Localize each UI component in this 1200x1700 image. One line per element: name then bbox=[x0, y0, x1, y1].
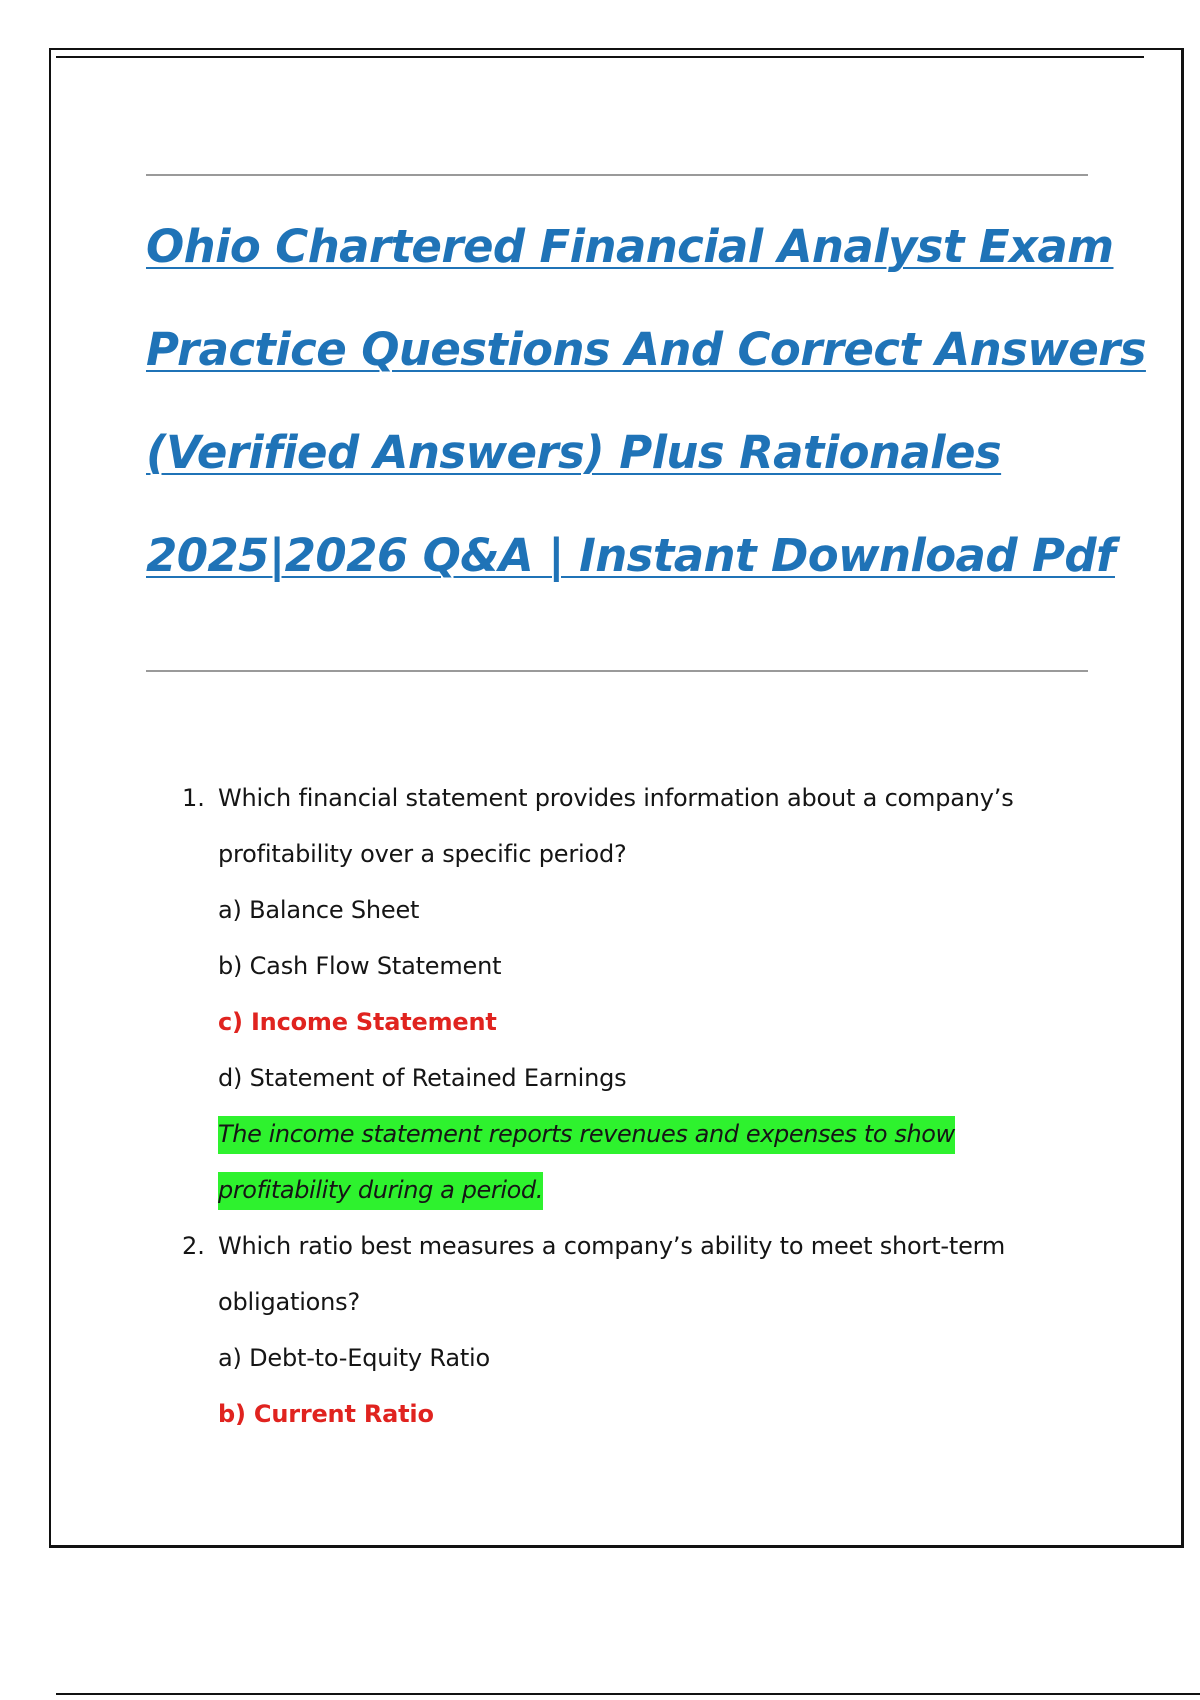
title-line-2: Practice Questions And Correct Answers bbox=[146, 323, 1146, 376]
rationale-highlight: The income statement reports revenues and expenses to show profitability during a period. bbox=[218, 1116, 955, 1210]
answer-option-b: b) Cash Flow Statement bbox=[218, 952, 502, 980]
question-list bbox=[182, 770, 1082, 1442]
answer-option-a: a) Balance Sheet bbox=[218, 896, 420, 924]
footer-rule bbox=[56, 1693, 1200, 1695]
title-bottom-rule bbox=[146, 670, 1088, 672]
question-1 bbox=[182, 770, 1082, 1218]
question-text: Which financial statement provides information about a company’s profitability over a specific period? bbox=[218, 784, 1014, 868]
answer-option-a: a) Debt-to-Equity Ratio bbox=[218, 1344, 490, 1372]
answer-rationale bbox=[218, 1106, 1082, 1218]
title-top-rule bbox=[146, 174, 1088, 176]
answer-option-d: d) Statement of Retained Earnings bbox=[218, 1064, 627, 1092]
header-rule bbox=[56, 56, 1144, 58]
title-line-4: 2025|2026 Q&A | Instant Download Pdf bbox=[146, 529, 1115, 582]
document-title bbox=[146, 212, 1146, 624]
correct-answer-option-b: b) Current Ratio bbox=[218, 1400, 434, 1428]
question-2 bbox=[182, 1218, 1082, 1442]
title-line-3: (Verified Answers) Plus Rationales bbox=[146, 426, 1002, 479]
title-line-1: Ohio Chartered Financial Analyst Exam bbox=[146, 220, 1114, 273]
question-text: Which ratio best measures a company’s ability to meet short-term obligations? bbox=[218, 1232, 1006, 1316]
correct-answer-option-c: c) Income Statement bbox=[218, 1008, 497, 1036]
question-number: 1. bbox=[182, 784, 205, 812]
question-number: 2. bbox=[182, 1232, 205, 1260]
